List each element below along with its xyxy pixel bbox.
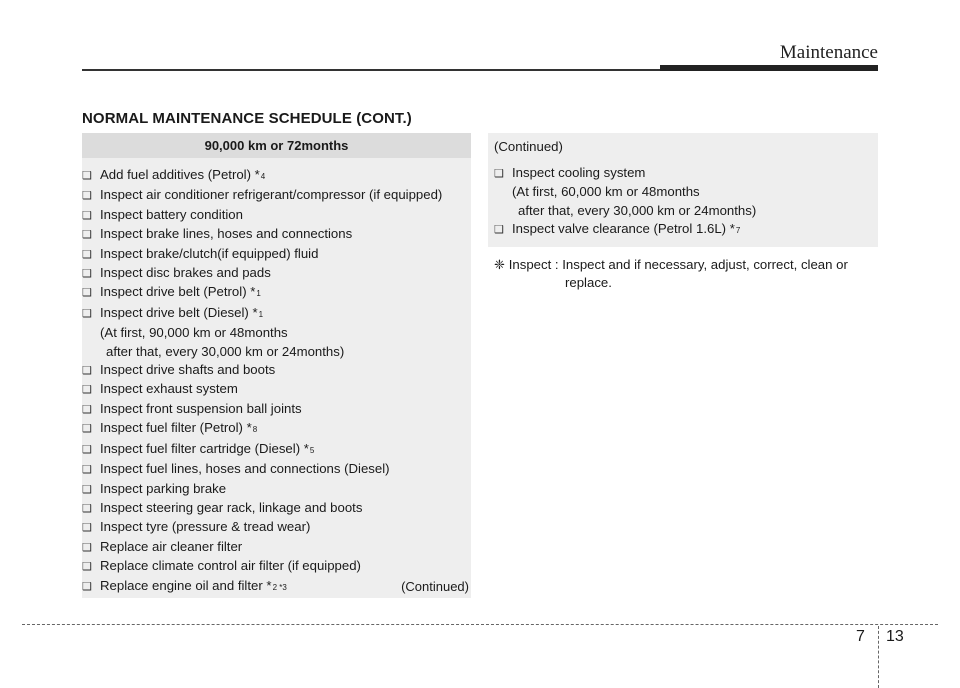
item-text: Inspect disc brakes and pads xyxy=(100,265,271,281)
item-text: Inspect parking brake xyxy=(100,480,227,496)
item-text: Replace engine oil and filter * xyxy=(100,577,272,593)
list-item xyxy=(82,283,471,303)
item-text: Inspect fuel filter (Petrol) * xyxy=(100,420,252,436)
checkbox-icon: ❑ xyxy=(494,224,504,237)
list-item xyxy=(82,361,471,380)
drive-belt-note-line2: after that, every 30,000 km or 24months) xyxy=(106,343,345,359)
checkbox-icon: ❑ xyxy=(82,423,92,436)
list-item xyxy=(82,304,471,324)
checkbox-icon: ❑ xyxy=(82,464,92,477)
checkbox-icon: ❑ xyxy=(82,443,92,456)
list-item xyxy=(82,440,471,460)
interval-heading: 90,000 km or 72months xyxy=(82,133,471,158)
checkbox-icon: ❑ xyxy=(82,209,92,222)
item-text: Inspect fuel filter cartridge (Diesel) * xyxy=(100,440,309,456)
checkbox-icon: ❑ xyxy=(82,541,92,554)
list-item xyxy=(494,164,878,183)
header-rule-thick xyxy=(660,65,878,71)
item-text: Inspect fuel lines, hoses and connections (Diesel) xyxy=(100,461,390,477)
footnote-ref: 4 xyxy=(260,172,266,181)
list-item xyxy=(494,220,878,240)
checkbox-icon: ❑ xyxy=(82,365,92,378)
item-text: Inspect battery condition xyxy=(100,206,243,222)
list-item xyxy=(82,499,471,518)
list-item xyxy=(82,480,471,499)
list-item xyxy=(82,460,471,479)
checkbox-icon: ❑ xyxy=(82,580,92,593)
checkbox-icon: ❑ xyxy=(82,502,92,515)
item-text: Inspect drive shafts and boots xyxy=(100,362,276,378)
list-item xyxy=(82,380,471,399)
footer-dashed-divider xyxy=(878,626,879,688)
item-text: Inspect cooling system xyxy=(512,165,646,180)
header-rule-thin xyxy=(82,69,662,71)
drive-belt-note-line1: (At first, 90,000 km or 48months xyxy=(100,325,288,341)
footnote-ref: 1 xyxy=(256,289,261,299)
checkbox-icon: ❑ xyxy=(82,190,92,203)
item-text: Add fuel additives (Petrol) * xyxy=(100,167,260,182)
checkbox-icon: ❑ xyxy=(82,268,92,281)
list-item xyxy=(82,206,471,225)
item-text: Inspect front suspension ball joints xyxy=(100,400,302,416)
item-text: Inspect air conditioner refrigerant/compressor (if equipped) xyxy=(100,187,443,203)
footnote-ref: 5 xyxy=(309,445,315,455)
item-text: Replace air cleaner filter xyxy=(100,538,243,554)
section-title: NORMAL MAINTENANCE SCHEDULE (CONT.) xyxy=(82,110,412,127)
checkbox-icon: ❑ xyxy=(82,561,92,574)
checkbox-icon: ❑ xyxy=(82,170,92,182)
footnote-ref: 1 xyxy=(258,309,264,319)
item-text: Inspect steering gear rack, linkage and boots xyxy=(100,499,363,515)
item-text: Inspect drive belt (Diesel) * xyxy=(100,304,258,320)
footnote-line1: Inspect : Inspect and if necessary, adjust, correct, clean or xyxy=(508,257,848,272)
checkbox-icon: ❑ xyxy=(82,287,92,300)
schedule-right-panel xyxy=(488,133,878,247)
page-number: 13 xyxy=(886,628,904,645)
item-text: Inspect tyre (pressure & tread wear) xyxy=(100,519,311,535)
left-item-list xyxy=(82,158,471,597)
cooling-note-line2: after that, every 30,000 km or 24months) xyxy=(518,202,757,218)
list-item xyxy=(82,264,471,283)
list-item xyxy=(82,557,471,576)
item-text: Inspect drive belt (Petrol) * xyxy=(100,284,256,300)
inspect-footnote xyxy=(494,256,848,292)
footnote-symbol-icon: ❈ xyxy=(494,257,506,272)
page-chapter-number: 7 xyxy=(856,628,865,645)
right-continued-label: (Continued) xyxy=(494,139,563,154)
footnote-ref: 8 xyxy=(252,425,258,435)
checkbox-icon: ❑ xyxy=(82,522,92,535)
list-item xyxy=(82,400,471,419)
footnote-line2: replace. xyxy=(565,275,612,290)
item-text: Inspect valve clearance (Petrol 1.6L) * xyxy=(512,221,735,237)
item-text: Inspect brake/clutch(if equipped) fluid xyxy=(100,245,319,261)
checkbox-icon: ❑ xyxy=(82,248,92,261)
list-item xyxy=(82,538,471,557)
list-item xyxy=(82,518,471,537)
running-header-title: Maintenance xyxy=(779,42,878,63)
checkbox-icon: ❑ xyxy=(494,168,504,180)
footer-dashed-rule xyxy=(22,624,938,625)
checkbox-icon: ❑ xyxy=(82,483,92,496)
checkbox-icon: ❑ xyxy=(82,384,92,397)
schedule-left-panel xyxy=(82,133,471,598)
left-continued-label: (Continued) xyxy=(401,579,469,594)
list-item xyxy=(82,186,471,205)
right-item-list xyxy=(488,154,878,241)
footnote-ref: 7 xyxy=(735,226,741,236)
footnote-ref: 2 *3 xyxy=(272,582,287,592)
list-item xyxy=(82,419,471,439)
list-item xyxy=(82,245,471,264)
item-text: Inspect exhaust system xyxy=(100,381,238,397)
cooling-note-line1: (At first, 60,000 km or 48months xyxy=(512,184,700,200)
checkbox-icon: ❑ xyxy=(82,307,92,320)
item-text: Replace climate control air filter (if equipped) xyxy=(100,558,361,574)
checkbox-icon: ❑ xyxy=(82,403,92,416)
list-item xyxy=(82,225,471,244)
checkbox-icon: ❑ xyxy=(82,229,92,242)
item-text: Inspect brake lines, hoses and connections xyxy=(100,226,353,242)
list-item xyxy=(82,166,471,186)
